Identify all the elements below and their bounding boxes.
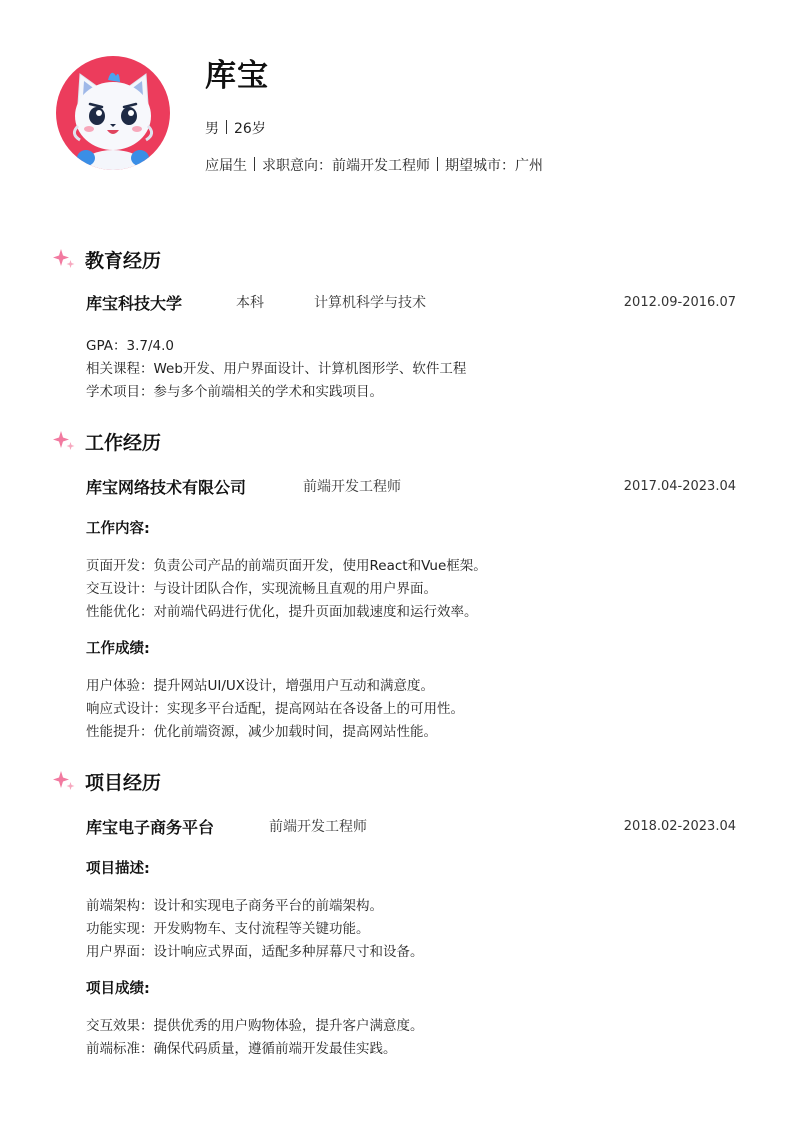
job-info-line (205, 155, 543, 175)
divider (254, 157, 255, 171)
age: 26岁 (234, 121, 266, 137)
education-entry (86, 290, 736, 314)
job-role: 前端开发工程师 (303, 479, 401, 495)
project-section-header (52, 766, 161, 796)
education-line: 学术项目：参与多个前端相关的学术和实践项目。 (86, 384, 383, 400)
section-title: 工作经历 (85, 431, 162, 454)
project-desc-heading: 项目描述: (86, 861, 150, 877)
project-desc-line: 用户界面：设计响应式界面，适配多种屏幕尺寸和设备。 (86, 944, 424, 960)
work-result-line: 用户体验：提升网站UI/UX设计，增强用户互动和满意度。 (86, 678, 435, 694)
mascot-cat-illustration (56, 56, 170, 170)
project-date: 2018.02-2023.04 (623, 818, 736, 834)
work-section-header (52, 426, 161, 456)
company-name: 库宝网络技术有限公司 (86, 477, 247, 497)
education-date: 2012.09-2016.07 (623, 294, 736, 310)
candidate-name: 库宝 (205, 58, 269, 94)
work-content-line: 页面开发：负责公司产品的前端页面开发，使用React和Vue框架。 (86, 558, 487, 574)
major: 计算机科学与技术 (314, 295, 426, 311)
work-content-line: 交互设计：与设计团队合作，实现流畅且直观的用户界面。 (86, 581, 437, 597)
project-desc-line: 前端架构：设计和实现电子商务平台的前端架构。 (86, 898, 383, 914)
expected-city: 期望城市：广州 (445, 158, 543, 174)
section-title: 教育经历 (85, 249, 162, 272)
work-result-line: 响应式设计：实现多平台适配，提高网站在各设备上的可用性。 (86, 701, 464, 717)
education-section-header (52, 244, 161, 274)
work-date: 2017.04-2023.04 (623, 478, 736, 494)
education-line: GPA：3.7/4.0 (86, 338, 174, 354)
job-intent: 求职意向：前端开发工程师 (262, 158, 430, 174)
work-results-heading: 工作成绩: (86, 641, 150, 657)
section-title: 项目经历 (85, 771, 162, 794)
school-name: 库宝科技大学 (86, 293, 183, 313)
work-result-line: 性能提升：优化前端资源，减少加载时间，提高网站性能。 (86, 724, 437, 740)
project-results-heading: 项目成绩: (86, 981, 150, 997)
education-line: 相关课程：Web开发、用户界面设计、计算机图形学、软件工程 (86, 361, 467, 377)
basic-info-line (205, 118, 266, 138)
degree: 本科 (236, 295, 264, 311)
sparkle-icon (52, 769, 76, 793)
work-content-line: 性能优化：对前端代码进行优化，提升页面加载速度和运行效率。 (86, 604, 478, 620)
project-result-line: 交互效果：提供优秀的用户购物体验，提升客户满意度。 (86, 1018, 424, 1034)
divider (226, 120, 227, 134)
avatar (56, 56, 170, 170)
project-desc-line: 功能实现：开发购物车、支付流程等关键功能。 (86, 921, 370, 937)
sparkle-icon (52, 429, 76, 453)
divider (437, 157, 438, 171)
gender: 男 (205, 121, 219, 137)
work-content-heading: 工作内容: (86, 521, 150, 537)
project-name: 库宝电子商务平台 (86, 817, 215, 837)
project-role: 前端开发工程师 (269, 819, 367, 835)
status: 应届生 (205, 158, 247, 174)
project-entry (86, 814, 736, 838)
work-entry (86, 474, 736, 498)
project-result-line: 前端标准：确保代码质量，遵循前端开发最佳实践。 (86, 1041, 397, 1057)
sparkle-icon (52, 247, 76, 271)
